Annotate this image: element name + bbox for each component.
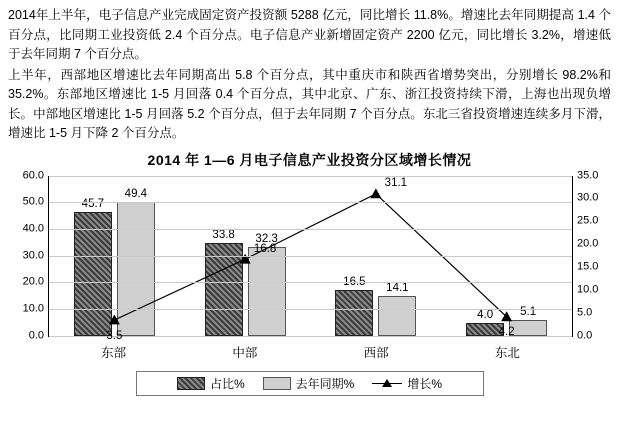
y-axis-right-tick: 5.0 bbox=[577, 306, 593, 319]
legend-item-share bbox=[177, 375, 245, 392]
bar-value-label: 14.1 bbox=[386, 281, 409, 294]
x-axis-labels bbox=[48, 337, 573, 361]
gridline bbox=[49, 282, 572, 283]
article-text bbox=[0, 0, 619, 144]
legend-item-growth bbox=[372, 375, 442, 392]
y-axis-left-tick: 10.0 bbox=[22, 302, 44, 315]
legend-marker-triangle-icon bbox=[372, 378, 402, 389]
y-axis-left-tick: 30.0 bbox=[22, 249, 44, 261]
bar-value-label: 32.3 bbox=[255, 233, 278, 246]
line-point-label: 31.1 bbox=[384, 177, 408, 190]
gridline bbox=[49, 202, 572, 203]
gridline bbox=[49, 229, 572, 230]
y-axis-left-tick: 20.0 bbox=[22, 275, 44, 288]
gridline bbox=[49, 256, 572, 257]
bar-value-label: 16.5 bbox=[343, 275, 366, 288]
bar-prev-year bbox=[117, 187, 155, 336]
x-axis-label: 东部 bbox=[101, 345, 127, 360]
paragraph-1: 2014年上半年，电子信息产业完成固定资产投资额 5288 亿元，同比增长 11.8%。增速比去年同期提高 1.4 个百分点，比同期工业投资低 2.4 个百分点。电子信息产业新增固定资产 2200 亿元，同比增长 3.2%，增速低于去年同期 7 个百分点。 bbox=[8, 8, 611, 61]
chart-title: 2014 年 1—6 月电子信息产业投资分区域增长情况 bbox=[147, 151, 472, 168]
y-axis-left-tick: 60.0 bbox=[22, 169, 44, 181]
y-axis-right-tick: 35.0 bbox=[577, 169, 599, 181]
legend-label-growth: 增长% bbox=[407, 376, 442, 391]
gridline bbox=[49, 309, 572, 310]
chart-container bbox=[4, 150, 615, 390]
y-axis-right-tick: 0.0 bbox=[577, 329, 593, 341]
line-point-label: 4.2 bbox=[498, 326, 515, 339]
legend-swatch-share-icon bbox=[177, 377, 205, 390]
x-axis-label: 中部 bbox=[232, 345, 258, 360]
x-axis-label: 东北 bbox=[494, 345, 520, 360]
bar-value-label: 49.4 bbox=[124, 187, 148, 200]
bar-prev-year bbox=[509, 305, 547, 336]
chart-legend bbox=[136, 371, 484, 396]
x-axis-label: 西部 bbox=[363, 345, 389, 360]
chart-plot-area bbox=[22, 169, 599, 342]
bar-share bbox=[335, 275, 373, 336]
bar-share bbox=[205, 229, 243, 335]
y-axis-left-tick: 50.0 bbox=[22, 195, 44, 208]
y-axis-right-tick: 30.0 bbox=[577, 191, 599, 204]
y-axis-right-tick: 10.0 bbox=[577, 283, 599, 296]
legend-item-prev bbox=[263, 375, 355, 392]
bar-prev-year bbox=[248, 233, 286, 335]
bar-share bbox=[74, 197, 112, 336]
legend-swatch-prev-icon bbox=[263, 377, 291, 390]
gridline bbox=[49, 176, 572, 177]
y-axis-right-tick: 15.0 bbox=[577, 260, 599, 273]
line-point-label: 16.8 bbox=[253, 242, 277, 255]
legend-label-prev: 去年同期% bbox=[295, 376, 355, 391]
bar-value-label: 33.8 bbox=[212, 229, 235, 242]
bar-value-label: 4.0 bbox=[477, 308, 494, 321]
bar-value-label: 45.7 bbox=[81, 197, 105, 210]
paragraph-2: 上半年，西部地区增速比去年同期高出 5.8 个百分点，其中重庆市和陕西省增势突出，分别增长 98.2%和 35.2%。东部地区增速比 1-5 月回落 0.4 个百分点，其中北京、广东、浙江投资持续下滑，上海也出现负增长。中部地区增速比 1-5 月回落 5.2 个百分点，但于去年同期 7 个百分点。东北三省投资增速连续多月下滑，增速比 1-5 月下降 2 个百分点。 bbox=[8, 67, 611, 140]
gridline bbox=[49, 336, 572, 337]
y-axis-left-tick: 40.0 bbox=[22, 222, 44, 235]
y-axis-right-tick: 20.0 bbox=[577, 237, 599, 250]
y-axis-left-tick: 0.0 bbox=[28, 329, 44, 341]
line-point-label: 3.5 bbox=[106, 329, 123, 342]
bar-prev-year bbox=[378, 281, 416, 336]
y-axis-right-tick: 25.0 bbox=[577, 214, 599, 227]
bar-value-label: 5.1 bbox=[520, 305, 537, 318]
legend-label-share: 占比% bbox=[209, 376, 245, 391]
